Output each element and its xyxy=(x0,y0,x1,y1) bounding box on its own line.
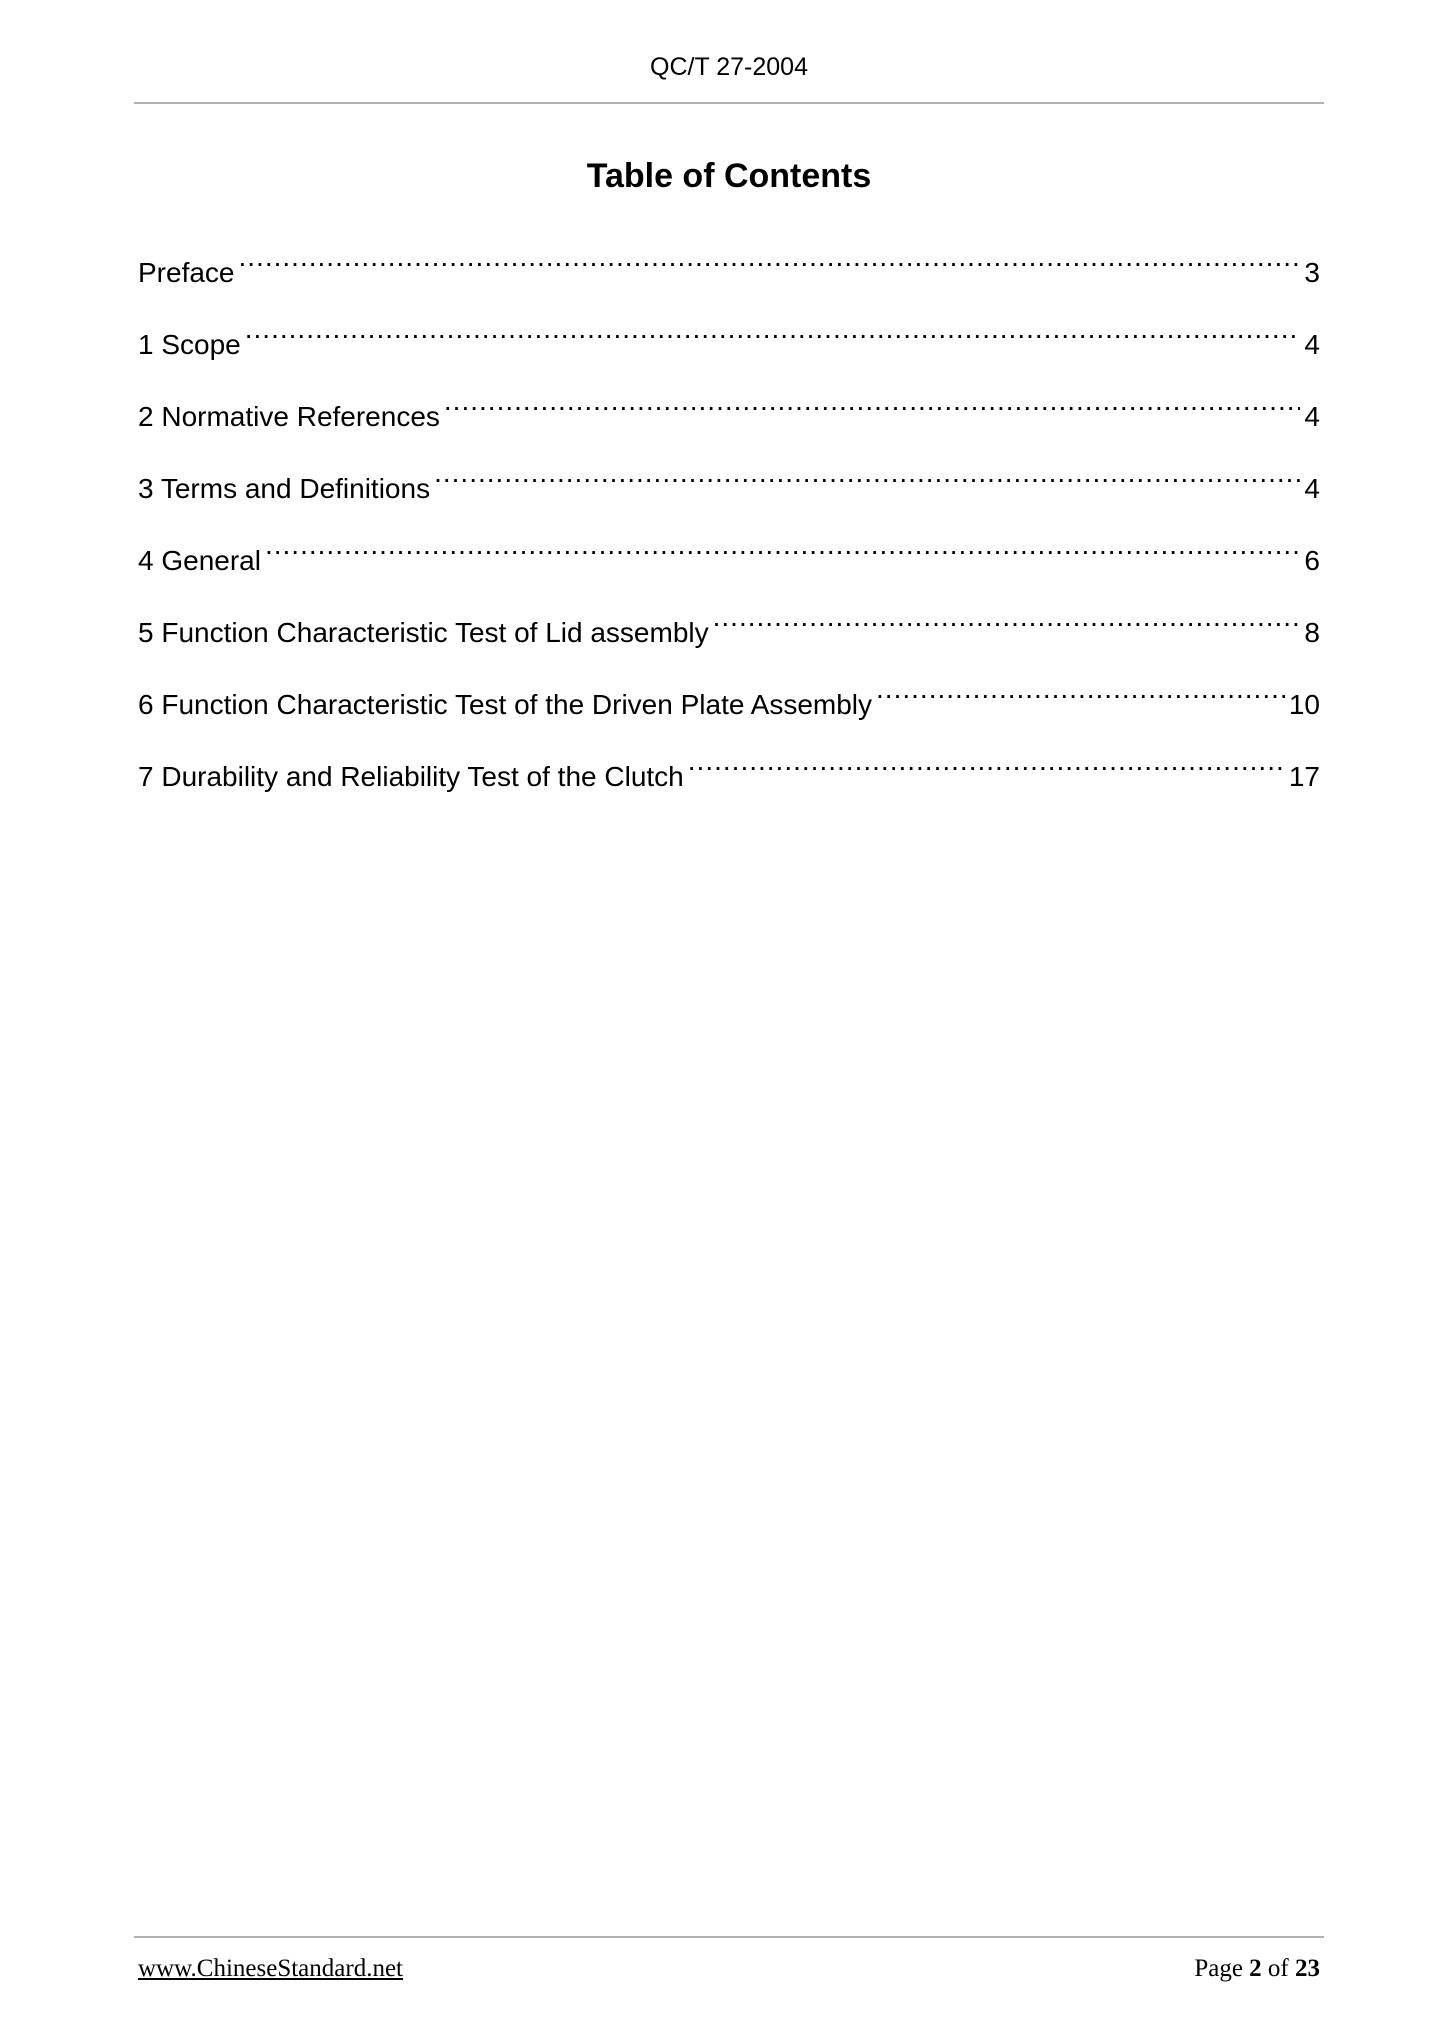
toc-entry-driven-plate-assembly-test[interactable] xyxy=(138,664,1320,736)
toc-entry-page: 8 xyxy=(1300,608,1320,658)
toc-entry-scope[interactable] xyxy=(138,304,1320,376)
toc-entry-page: 4 xyxy=(1300,320,1320,370)
document-id: QC/T 27-2004 xyxy=(650,53,808,81)
toc-entry-title: 7 Durability and Reliability Test of the Clutch xyxy=(138,752,688,802)
website-link[interactable]: www.ChineseStandard.net xyxy=(138,1955,403,1982)
toc-entry-page: 6 xyxy=(1300,536,1320,586)
toc-entry-title: 6 Function Characteristic Test of the Driven Plate Assembly xyxy=(138,680,876,730)
toc-dot-leader xyxy=(245,304,1301,354)
page-footer xyxy=(134,1936,1324,1998)
toc-dot-leader xyxy=(239,232,1301,282)
toc-entry-page: 3 xyxy=(1300,248,1320,298)
toc-entry-page: 17 xyxy=(1285,752,1320,802)
page-of: of xyxy=(1267,1955,1289,1982)
toc-dot-leader xyxy=(688,736,1285,786)
toc-title: Table of Contents xyxy=(586,157,872,195)
toc-entry-title: 1 Scope xyxy=(138,320,245,370)
toc-entry-page: 4 xyxy=(1300,392,1320,442)
toc-entry-title: 2 Normative References xyxy=(138,392,444,442)
toc-entry-durability-reliability-test[interactable] xyxy=(138,736,1320,808)
toc-dot-leader xyxy=(876,664,1285,714)
page-total: 23 xyxy=(1295,1955,1320,1982)
toc-entry-title: 5 Function Characteristic Test of Lid assembly xyxy=(138,608,713,658)
toc-entry-page: 4 xyxy=(1300,464,1320,514)
toc-entry-preface[interactable] xyxy=(138,232,1320,304)
toc-dot-leader xyxy=(713,592,1301,642)
toc-entry-title: Preface xyxy=(138,248,239,298)
toc-entry-general[interactable] xyxy=(138,520,1320,592)
toc-entry-page: 10 xyxy=(1285,680,1320,730)
page-prefix: Page xyxy=(1194,1955,1243,1982)
toc-entry-normative-references[interactable] xyxy=(138,376,1320,448)
table-of-contents xyxy=(138,232,1320,808)
toc-entry-title: 4 General xyxy=(138,536,265,586)
toc-entry-terms-and-definitions[interactable] xyxy=(138,448,1320,520)
toc-entry-lid-assembly-test[interactable] xyxy=(138,592,1320,664)
toc-entry-title: 3 Terms and Definitions xyxy=(138,464,434,514)
toc-dot-leader xyxy=(444,376,1301,426)
toc-dot-leader xyxy=(265,520,1300,570)
page-number xyxy=(1194,1954,1320,1984)
page-current: 2 xyxy=(1249,1955,1262,1982)
page-header xyxy=(134,46,1324,104)
toc-dot-leader xyxy=(434,448,1300,498)
